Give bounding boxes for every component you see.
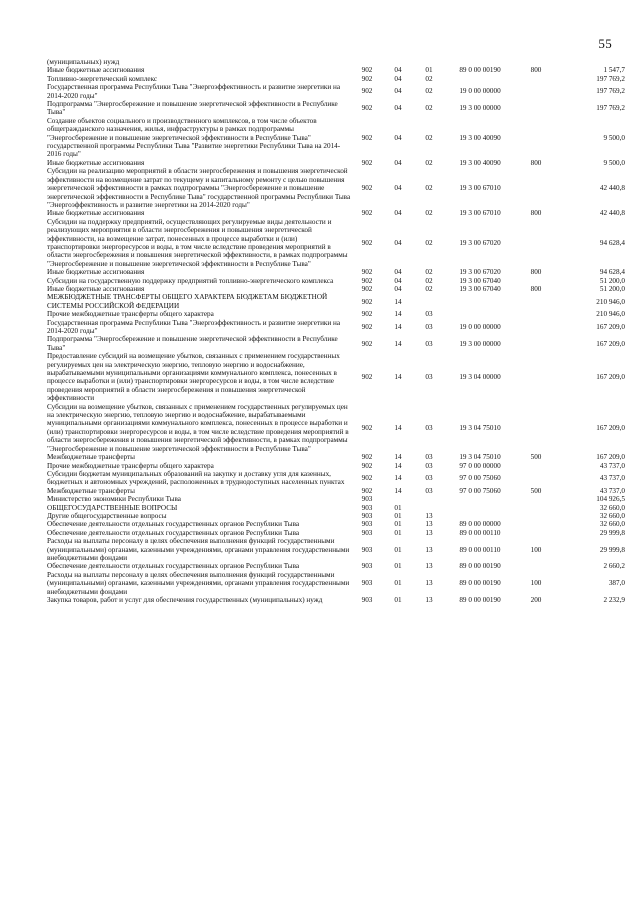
row-expense-type (516, 562, 556, 570)
row-section-code: 04 (394, 133, 402, 142)
row-amount: 167 209,0 (596, 339, 625, 348)
budget-table (46, 58, 626, 604)
row-ved-code: 902 (361, 66, 373, 75)
row-expense-type (516, 335, 556, 352)
row-name: Прочие межбюджетные трансферты общего характера (47, 310, 214, 319)
row-name: Иные бюджетные ассигнования (47, 209, 145, 218)
row-ved-code: 903 (361, 503, 373, 512)
table-row (46, 571, 626, 596)
table-row (46, 167, 626, 209)
row-ved-code: 902 (361, 423, 373, 432)
row-ved-code: 902 (361, 339, 373, 348)
row-ved-code: 902 (361, 284, 373, 293)
row-subsection-code: 02 (425, 238, 433, 247)
row-expense-type: 500 (530, 486, 542, 495)
row-amount: 197 769,2 (596, 104, 625, 113)
table-row (46, 209, 626, 217)
row-amount: 387,0 (608, 579, 625, 588)
row-amount: 43 737,0 (599, 486, 625, 495)
row-subsection-code: 02 (425, 276, 433, 285)
row-subsection-code (414, 495, 444, 503)
table-row (46, 335, 626, 352)
row-name: Иные бюджетные ассигнования (47, 268, 145, 277)
table-row (46, 403, 626, 453)
row-subsection-code: 03 (425, 453, 433, 462)
row-expense-type (516, 277, 556, 285)
row-name: Межбюджетные трансферты (47, 486, 135, 495)
row-amount: 197 769,2 (596, 74, 625, 83)
row-name: Межбюджетные трансферты (47, 453, 135, 462)
row-amount: 42 440,8 (599, 209, 625, 218)
row-target-article: 19 3 04 00000 (459, 373, 501, 382)
row-subsection-code: 03 (425, 310, 433, 319)
row-expense-type (516, 293, 556, 310)
row-expense-type (516, 403, 556, 453)
row-target-article: 89 0 00 00190 (459, 562, 501, 571)
row-subsection-code: 13 (425, 596, 433, 604)
row-name: Субсидии на государственную поддержку предприятий топливно-энергетического комплекса (47, 276, 334, 285)
row-expense-type (516, 83, 556, 100)
row-amount: 210 946,0 (596, 310, 625, 319)
table-row (46, 520, 626, 528)
row-name: Предоставление субсидий на возмещение убытков, связанных с применением государственных регулируемых цен на электрическую энергию, тепловую энергию и водоснабжение, вырабатываемыми муниципальными организациями коммунального комплекса, понесенных в процессе выработки и (или) транспортировки энергоресурсов и воды, в том числе вследствие проведения мероприятий в области энергосбережения и повышения энергетической эффективности (47, 352, 340, 403)
row-amount: 32 660,0 (599, 511, 625, 520)
budget-table-body (46, 58, 626, 604)
row-expense-type: 800 (530, 284, 542, 293)
row-amount: 167 209,0 (596, 423, 625, 432)
row-expense-type (516, 58, 556, 66)
row-name: Расходы на выплаты персоналу в целях обеспечения выполнения функций государственными (муниципальными) органами, казенными учреждениями, органами управления государственными внебюджетными фондами (47, 570, 350, 596)
row-name: Расходы на выплаты персоналу в целях обеспечения выполнения функций государственными (муниципальными) органами, казенными учреждениями, органами управления государственными внебюджетными фондами (47, 537, 350, 562)
row-ved-code: 903 (361, 520, 373, 529)
row-section-code: 01 (394, 596, 402, 604)
row-target-article: 19 3 00 40090 (459, 133, 501, 142)
row-expense-type (516, 75, 556, 83)
row-expense-type (516, 319, 556, 336)
row-target-article: 89 0 00 00110 (459, 528, 501, 537)
row-subsection-code: 03 (425, 339, 433, 348)
row-ved-code: 903 (361, 562, 373, 571)
row-target-article: 89 0 00 00000 (459, 520, 501, 529)
row-ved-code: 902 (361, 74, 373, 83)
row-expense-type (516, 512, 556, 520)
row-expense-type (516, 117, 556, 159)
row-name: Субсидии бюджетам муниципальных образований на закупку и доставку угля для казенных, бюджетных и автономных учреждений, расположенных в труднодоступных населенных пунктах (47, 469, 345, 487)
table-row (46, 58, 626, 66)
row-subsection-code (414, 293, 444, 310)
row-name: Другие общегосударственные вопросы (47, 511, 167, 520)
row-name: ОБЩЕГОСУДАРСТВЕННЫЕ ВОПРОСЫ (47, 503, 178, 512)
row-amount: 1 547,7 (603, 66, 625, 75)
row-amount: 94 628,4 (599, 268, 625, 277)
row-section-code: 04 (394, 268, 402, 277)
row-target-article: 19 3 00 40090 (459, 158, 501, 167)
row-section-code: 04 (394, 87, 402, 96)
table-row (46, 117, 626, 159)
row-name: Прочие межбюджетные трансферты общего характера (47, 461, 214, 470)
row-name: Иные бюджетные ассигнования (47, 284, 145, 293)
row-ved-code: 902 (361, 133, 373, 142)
row-target-article: 89 0 00 00110 (459, 545, 501, 554)
row-expense-type (516, 100, 556, 117)
row-ved-code: 902 (361, 238, 373, 247)
row-section-code: 14 (394, 461, 402, 470)
row-ved-code: 902 (361, 158, 373, 167)
row-section-code: 04 (394, 284, 402, 293)
row-name: Субсидии на возмещение убытков, связанных с применением государственных регулируемых цен на электрическую энергию, тепловую энергию и водоснабжение, вырабатываемыми муниципальными организациями коммунального комплекса, понесенных в процессе выработки и (или) транспортировки энергоресурсов и воды, в том числе вследствие проведения мероприятий в области энергосбережения и повышения энергетической эффективности, в рамках подпрограммы "Энергосбережение и повышение энергетической эффективности в Республике Тыва" (47, 402, 349, 453)
row-subsection-code: 13 (425, 520, 433, 529)
table-row (46, 310, 626, 318)
row-expense-type (516, 520, 556, 528)
table-row (46, 596, 626, 604)
row-expense-type (516, 310, 556, 318)
row-target-article (444, 310, 516, 318)
row-subsection-code: 13 (425, 562, 433, 571)
row-ved-code: 902 (361, 104, 373, 113)
table-row (46, 66, 626, 74)
row-section-code: 04 (394, 104, 402, 113)
row-target-article: 19 3 04 75010 (459, 423, 501, 432)
row-ved-code: 902 (361, 276, 373, 285)
row-name: МЕЖБЮДЖЕТНЫЕ ТРАНСФЕРТЫ ОБЩЕГО ХАРАКТЕРА БЮДЖЕТАМ БЮДЖЕТНОЙ СИСТЕМЫ РОССИЙСКОЙ ФЕДЕРАЦИИ (47, 293, 328, 310)
row-target-article: 19 3 00 67020 (459, 268, 501, 277)
row-amount: 29 999,8 (599, 528, 625, 537)
row-ved-code: 902 (361, 268, 373, 277)
row-target-article: 19 0 00 00000 (459, 87, 501, 96)
table-row (46, 277, 626, 285)
row-subsection-code: 02 (425, 268, 433, 277)
table-row (46, 529, 626, 537)
table-row (46, 487, 626, 495)
row-expense-type: 800 (530, 158, 542, 167)
row-ved-code: 902 (361, 453, 373, 462)
row-target-article: 19 3 00 67040 (459, 284, 501, 293)
row-name: Подпрограмма "Энергосбережение и повышение энергетической эффективности в Республике Тыва" (47, 100, 338, 117)
row-subsection-code: 13 (425, 545, 433, 554)
row-amount: 42 440,8 (599, 184, 625, 193)
row-expense-type: 800 (530, 268, 542, 277)
row-name: Обеспечение деятельности отдельных государственных органов Республики Тыва (47, 520, 300, 529)
row-section-code: 01 (394, 520, 402, 529)
table-row (46, 293, 626, 310)
row-amount: 9 500,0 (603, 158, 625, 167)
row-target-article: 89 0 00 00190 (459, 579, 501, 588)
row-section-code: 04 (394, 276, 402, 285)
row-subsection-code: 03 (425, 486, 433, 495)
row-target-article: 19 3 00 67040 (459, 276, 501, 285)
row-section-code: 01 (394, 503, 402, 512)
table-row (46, 218, 626, 268)
row-subsection-code: 03 (425, 474, 433, 483)
row-subsection-code (414, 504, 444, 512)
row-expense-type: 500 (530, 453, 542, 462)
table-row (46, 495, 626, 503)
row-expense-type (516, 462, 556, 470)
row-ved-code: 903 (361, 511, 373, 520)
table-row (46, 504, 626, 512)
row-amount: 43 737,0 (599, 474, 625, 483)
row-amount: 2 232,9 (603, 596, 625, 604)
row-section-code: 04 (394, 74, 402, 83)
row-amount: 197 769,2 (596, 87, 625, 96)
row-ved-code: 902 (361, 87, 373, 96)
row-amount: 51 200,0 (599, 284, 625, 293)
table-row (46, 159, 626, 167)
row-ved-code (352, 58, 382, 66)
row-expense-type (516, 470, 556, 487)
row-target-article: 19 0 00 00000 (459, 322, 501, 331)
row-section-code: 04 (394, 158, 402, 167)
row-target-article: 97 0 00 75060 (459, 486, 501, 495)
row-name: (муниципальных) нужд (47, 58, 120, 66)
row-expense-type: 800 (530, 209, 542, 218)
row-section-code: 01 (394, 579, 402, 588)
row-name: Иные бюджетные ассигнования (47, 158, 145, 167)
row-expense-type (516, 218, 556, 268)
row-amount: 32 660,0 (599, 520, 625, 529)
row-ved-code: 902 (361, 461, 373, 470)
row-subsection-code: 03 (425, 461, 433, 470)
row-name: Государственная программа Республики Тыва "Энергоэффективность и развитие энергетики на 2014-2020 годы" (47, 83, 341, 100)
row-amount (556, 58, 626, 66)
row-ved-code: 902 (361, 486, 373, 495)
row-subsection-code: 02 (425, 87, 433, 96)
row-ved-code: 902 (361, 310, 373, 319)
row-name: Обеспечение деятельности отдельных государственных органов Республики Тыва (47, 562, 300, 571)
row-target-article: 89 0 00 00190 (459, 66, 501, 75)
row-target-article: 19 3 00 67020 (459, 238, 501, 247)
table-row (46, 83, 626, 100)
row-target-article (444, 504, 516, 512)
row-name: Закупка товаров, работ и услуг для обеспечения государственных (муниципальных) нужд (47, 596, 323, 604)
row-expense-type: 100 (530, 545, 542, 554)
row-ved-code: 903 (361, 495, 373, 504)
table-row (46, 352, 626, 402)
row-subsection-code: 02 (425, 133, 433, 142)
row-amount: 104 926,5 (596, 495, 625, 504)
row-target-article: 19 3 00 00000 (459, 339, 501, 348)
row-section-code: 14 (394, 423, 402, 432)
row-subsection-code (414, 58, 444, 66)
table-row (46, 470, 626, 487)
row-subsection-code: 02 (425, 284, 433, 293)
row-subsection-code: 02 (425, 184, 433, 193)
row-target-article: 19 3 00 67010 (459, 209, 501, 218)
row-name: Создание объектов социального и производственного комплексов, в том числе объектов общегражданского назначения, жилья, инфраструктуры в рамках подпрограммы "Энергосбережение и повышение энергетической эффективности в Республике Тыва" государственной программы Республики Тыва "Развитие энергетики Республики Тыва на 2014-2016 годы" (47, 116, 341, 159)
row-target-article (444, 495, 516, 503)
table-row (46, 462, 626, 470)
row-section-code: 14 (394, 310, 402, 319)
table-row (46, 268, 626, 276)
row-target-article: 97 0 00 75060 (459, 474, 501, 483)
row-subsection-code: 01 (425, 66, 433, 75)
table-row (46, 512, 626, 520)
row-ved-code: 902 (361, 297, 373, 306)
row-name: Министерство экономики Республики Тыва (47, 495, 181, 504)
table-row (46, 537, 626, 562)
row-subsection-code: 02 (425, 158, 433, 167)
row-amount: 9 500,0 (603, 133, 625, 142)
row-section-code: 04 (394, 209, 402, 218)
row-expense-type: 200 (530, 596, 542, 604)
row-ved-code: 902 (361, 373, 373, 382)
row-target-article: 89 0 00 00190 (459, 596, 501, 604)
table-row (46, 100, 626, 117)
row-section-code: 04 (394, 66, 402, 75)
row-target-article (444, 58, 516, 66)
row-section-code: 01 (394, 545, 402, 554)
row-name: Топливно-энергетический комплекс (47, 74, 158, 83)
row-target-article: 19 3 00 67010 (459, 184, 501, 193)
row-section-code (382, 58, 414, 66)
row-amount: 167 209,0 (596, 373, 625, 382)
row-expense-type: 800 (530, 66, 542, 75)
row-amount: 29 999,8 (599, 545, 625, 554)
row-ved-code: 903 (361, 528, 373, 537)
row-target-article (444, 293, 516, 310)
row-expense-type (516, 504, 556, 512)
row-expense-type (516, 495, 556, 503)
row-subsection-code: 02 (425, 209, 433, 218)
row-section-code (382, 495, 414, 503)
row-name: Субсидии на поддержку предприятий, осуществляющих регулируемые виды деятельности и реализующих мероприятия в области энергосбережения и повышения энергетической эффективности, на возмещение затрат, понесенных в процессе выработки и (или) транспортировки энергоресурсов и воды, в том числе вследствие проведения мероприятий в области энергосбережения и повышения энергетической эффективности, в рамках подпрограммы "Энергосбережение и повышение энергетической эффективности в Республике Тыва" (47, 217, 348, 268)
page-number: 55 (598, 36, 612, 51)
row-subsection-code: 13 (425, 528, 433, 537)
row-ved-code: 903 (361, 596, 373, 604)
row-section-code: 01 (394, 528, 402, 537)
row-section-code: 14 (394, 322, 402, 331)
row-section-code: 14 (394, 453, 402, 462)
row-subsection-code: 03 (425, 423, 433, 432)
row-name: Подпрограмма "Энергосбережение и повышение энергетической эффективности в Республике Тыва" (47, 335, 338, 352)
row-amount: 94 628,4 (599, 238, 625, 247)
row-expense-type (516, 529, 556, 537)
row-section-code: 14 (394, 373, 402, 382)
row-target-article: 97 0 00 00000 (459, 461, 501, 470)
row-name: Государственная программа Республики Тыва "Энергоэффективность и развитие энергетики на 2014-2020 годы" (47, 318, 341, 335)
row-ved-code: 903 (361, 579, 373, 588)
row-expense-type (516, 352, 556, 402)
row-section-code: 04 (394, 184, 402, 193)
table-row (46, 75, 626, 83)
row-subsection-code: 13 (425, 511, 433, 520)
row-target-article: 19 3 04 75010 (459, 453, 501, 462)
row-amount: 210 946,0 (596, 297, 625, 306)
row-expense-type: 100 (530, 579, 542, 588)
row-ved-code: 903 (361, 545, 373, 554)
row-amount: 43 737,0 (599, 461, 625, 470)
row-section-code: 14 (394, 339, 402, 348)
table-row (46, 562, 626, 570)
row-section-code: 04 (394, 238, 402, 247)
row-target-article: 19 3 00 00000 (459, 104, 501, 113)
row-name: Субсидии на реализацию мероприятий в области энергосбережения и повышения энергетической эффективности на возмещение затрат по текущему и капитальному ремонту с целью повышения энергетической эффективности в рамках подпрограммы "Энергосбережение и повышение энергетической эффективности в Республике Тыва" государственной программы Республики Тыва "Энергоэффективность и развитие энергетики на 2014-2020 годы" (47, 167, 351, 209)
row-amount: 2 660,2 (603, 562, 625, 571)
row-subsection-code: 02 (425, 104, 433, 113)
table-row (46, 453, 626, 461)
row-section-code: 14 (394, 486, 402, 495)
row-section-code: 01 (394, 562, 402, 571)
row-ved-code: 902 (361, 474, 373, 483)
row-ved-code: 902 (361, 184, 373, 193)
row-section-code: 14 (394, 297, 402, 306)
row-amount: 51 200,0 (599, 276, 625, 285)
row-name: Обеспечение деятельности отдельных государственных органов Республики Тыва (47, 528, 300, 537)
row-subsection-code: 03 (425, 322, 433, 331)
row-ved-code: 902 (361, 322, 373, 331)
row-subsection-code: 03 (425, 373, 433, 382)
row-amount: 167 209,0 (596, 322, 625, 331)
row-amount: 32 660,0 (599, 503, 625, 512)
row-name: Иные бюджетные ассигнования (47, 66, 145, 75)
row-subsection-code: 02 (425, 74, 433, 83)
row-section-code: 01 (394, 511, 402, 520)
row-section-code: 14 (394, 474, 402, 483)
row-expense-type (516, 167, 556, 209)
row-amount: 167 209,0 (596, 453, 625, 462)
row-target-article (444, 75, 516, 83)
row-ved-code: 902 (361, 209, 373, 218)
row-subsection-code: 13 (425, 579, 433, 588)
row-target-article (444, 512, 516, 520)
table-row (46, 319, 626, 336)
